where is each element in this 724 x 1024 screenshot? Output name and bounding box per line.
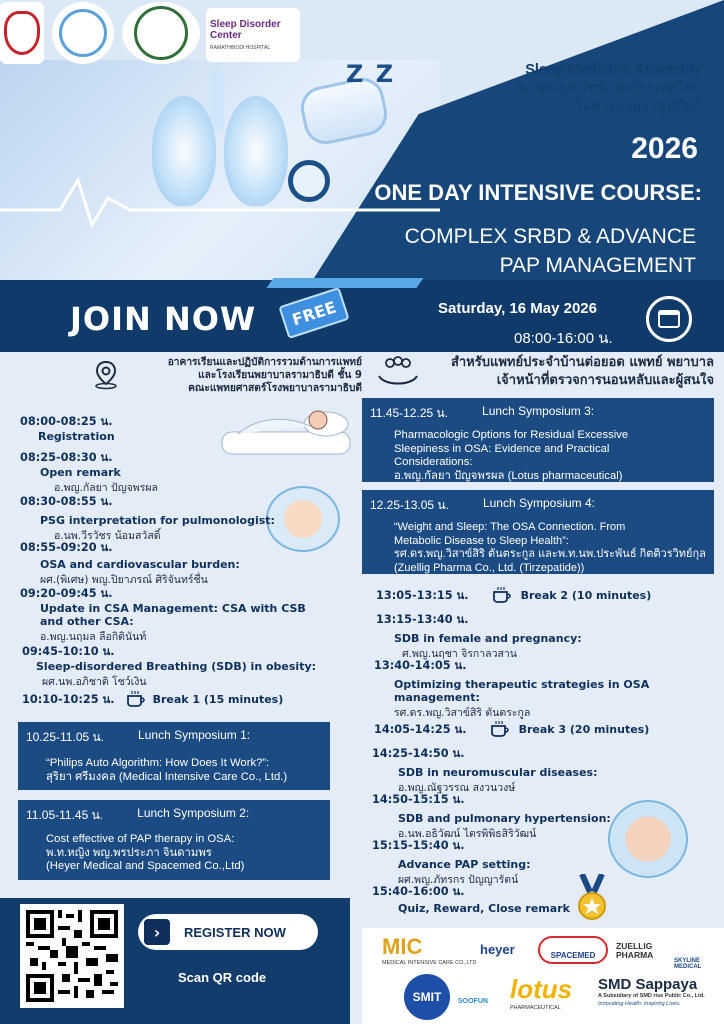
smd-logo-text: SMD Sappaya bbox=[598, 976, 698, 993]
mic-logo bbox=[382, 934, 476, 966]
schedule-time: 14:05-14:25 น. bbox=[374, 723, 467, 736]
coffee-cup-icon bbox=[491, 586, 513, 604]
event-time: 08:00-16:00 น. bbox=[514, 330, 613, 347]
symposium-label: Lunch Symposium 2: bbox=[137, 806, 250, 820]
schedule-title: Break 1 (15 minutes) bbox=[152, 692, 284, 706]
schedule-item bbox=[20, 448, 158, 496]
mic-logo-sub: MEDICAL INTENSIVE CARE CO.,LTD bbox=[382, 960, 477, 966]
schedule-title: SDB and pulmonary hypertension: bbox=[398, 812, 611, 825]
cpap-face-illustration bbox=[266, 486, 340, 552]
symposium-time: 10.25-11.05 น. bbox=[26, 730, 105, 744]
symposium-speaker: อ.พญ.กัลยา ปัญจพรผล (Lotus pharmaceutical) bbox=[394, 469, 623, 482]
qr-code[interactable] bbox=[20, 904, 124, 1008]
schedule-title: Sleep-disordered Breathing (SDB) in obesity: bbox=[36, 660, 317, 673]
schedule-title: Optimizing therapeutic strategies in OSA bbox=[394, 678, 650, 691]
schedule-item bbox=[20, 412, 115, 443]
schedule-speaker: ศ.พญ.นฤชา จิรกาลวสาน bbox=[402, 648, 517, 660]
qr-code-icon bbox=[26, 910, 118, 1002]
sleep-center-logo-sub: RAMATHIBODI HOSPITAL bbox=[210, 45, 271, 51]
calendar-clock-icon bbox=[646, 296, 692, 342]
schedule-time: 10:10-10:25 น. bbox=[22, 693, 115, 706]
spacemed-logo: SPACEMED bbox=[538, 936, 608, 964]
sleep-zzz-icon: Z Z bbox=[346, 60, 396, 88]
schedule-item bbox=[20, 492, 275, 544]
schedule-item bbox=[20, 538, 240, 588]
schedule-title: Registration bbox=[38, 430, 115, 443]
lotus-logo-text: lotus bbox=[510, 974, 573, 1004]
schedule-time: 13:05-13:15 น. bbox=[376, 589, 469, 602]
medal-icon bbox=[574, 874, 610, 922]
mic-logo-text: MIC bbox=[382, 934, 423, 959]
schedule-time: 08:25-08:30 น. bbox=[20, 451, 113, 464]
schedule-speaker: อ.พญ.กัลยา ปัญจพรผล bbox=[54, 482, 158, 494]
stethoscope-icon bbox=[288, 160, 330, 202]
schedule-title-cont: and other CSA: bbox=[40, 615, 134, 628]
schedule-item bbox=[22, 690, 283, 708]
venue-line-2: และโรงเรียนพยาบาลรามาธิบดี ชั้น 9 bbox=[198, 370, 362, 381]
schedule-item bbox=[372, 836, 530, 888]
organizer-th-1: สมาคมอุรเวชช์แห่งประเทศไทย bbox=[513, 79, 702, 95]
schedule-title: Break 2 (10 minutes) bbox=[520, 588, 652, 602]
schedule-title: PSG interpretation for pulmonologist: bbox=[40, 514, 275, 527]
sleep-assembly-logo bbox=[52, 2, 114, 64]
sponsor-logos bbox=[362, 928, 724, 1024]
lotus-logo-sub: PHARMACEUTICAL bbox=[510, 1005, 561, 1011]
symposium-label: Lunch Symposium 1: bbox=[138, 728, 251, 742]
schedule-title: Quiz, Reward, Close remark bbox=[398, 902, 570, 915]
symposium-topic: “Philips Auto Algorithm: How Does It Work?”: bbox=[46, 757, 270, 769]
schedule-item bbox=[376, 586, 651, 604]
register-now-button[interactable] bbox=[138, 914, 318, 950]
schedule-item bbox=[376, 610, 582, 662]
symposium-speaker: พ.ท.หญิง พญ.พรประภา จินดามพร bbox=[46, 846, 212, 859]
schedule-speaker: อ.นพ.อธิวัฒน์ ไตรพิพิธสิริวัฒน์ bbox=[398, 828, 537, 840]
schedule-item bbox=[22, 642, 316, 690]
symposium-topic-cont: Sleepiness in OSA: Evidence and Practical bbox=[394, 442, 610, 455]
schedule-time: 15:40-16:00 น. bbox=[372, 885, 465, 898]
schedule-time: 15:15-15:40 น. bbox=[372, 839, 465, 852]
course-subtitle-2: PAP MANAGEMENT bbox=[499, 254, 696, 277]
schedule-title: Open remark bbox=[40, 466, 121, 479]
scan-qr-label: Scan QR code bbox=[178, 970, 267, 985]
register-now-label: REGISTER NOW bbox=[184, 924, 286, 940]
symposium-topic-cont: Considerations: bbox=[394, 456, 473, 468]
venue-line-3: คณะแพทยศาสตร์โรงพยาบาลรามาธิบดี bbox=[188, 383, 362, 394]
chevron-right-icon: › bbox=[144, 919, 170, 945]
trachea-graphic bbox=[210, 70, 224, 130]
schedule-time: 09:20-09:45 น. bbox=[20, 587, 113, 600]
nasal-mask-illustration bbox=[608, 800, 688, 878]
venue bbox=[92, 356, 362, 395]
audience bbox=[374, 354, 714, 390]
schedule-time: 13:40-14:05 น. bbox=[374, 659, 467, 672]
schedule-time: 08:30-08:55 น. bbox=[20, 495, 113, 508]
schedule-title-cont: management: bbox=[394, 691, 480, 704]
symposium-speaker: สุริยา ศรีมงคล (Medical Intensive Care Co., Ltd.) bbox=[46, 770, 288, 783]
schedule-title: Advance PAP setting: bbox=[398, 858, 531, 871]
header bbox=[0, 0, 724, 352]
schedule-item bbox=[374, 720, 649, 738]
schedule-speaker: ผศ.นพ.อภิชาติ โชว์เงิน bbox=[42, 676, 147, 688]
event-year: 2026 bbox=[631, 132, 698, 165]
soofun-logo: SOOFUN bbox=[458, 998, 488, 1005]
sleep-disorder-center-logo bbox=[206, 8, 300, 62]
schedule-item bbox=[372, 882, 570, 915]
zuellig-logo: ZUELLIG PHARMA bbox=[616, 941, 654, 960]
schedule-time: 08:00-08:25 น. bbox=[20, 415, 113, 428]
symposium-label: Lunch Symposium 3: bbox=[482, 404, 595, 418]
symposium-time: 11.45-12.25 น. bbox=[370, 406, 449, 420]
lunch-symposium-2 bbox=[18, 800, 330, 880]
coffee-cup-icon bbox=[489, 720, 511, 738]
schedule-title: Break 3 (20 minutes) bbox=[518, 722, 650, 736]
coffee-cup-icon bbox=[125, 690, 147, 708]
schedule-item bbox=[372, 744, 597, 796]
smd-logo-tagline: Innovating Health. Inspiring Lives. bbox=[598, 1001, 681, 1007]
schedule-item bbox=[374, 656, 649, 721]
organizer-en: Sleep Medicine Assembly bbox=[525, 62, 702, 78]
schedule-speaker: อ.พญ.ณัฐวรรณ สงวนวงษ์ bbox=[398, 782, 516, 794]
smit-logo: SMIT bbox=[404, 974, 450, 1020]
smd-sappaya-logo bbox=[598, 976, 720, 1007]
course-title: ONE DAY INTENSIVE COURSE: bbox=[374, 180, 702, 205]
schedule-time: 09:45-10:10 น. bbox=[22, 645, 115, 658]
lunch-symposium-1 bbox=[18, 722, 330, 790]
lotus-logo bbox=[510, 974, 572, 1011]
smd-logo-sub: A Subsidiary of SMD rise Public Co., Ltd. bbox=[598, 993, 705, 999]
schedule-item bbox=[20, 584, 306, 645]
organizer-th-2: ในพระบรมราชูปถัมภ์ bbox=[574, 97, 702, 113]
schedule-title: SDB in neuromuscular diseases: bbox=[398, 766, 598, 779]
schedule-time: 14:25-14:50 น. bbox=[372, 747, 465, 760]
symposium-topic: Cost effective of PAP therapy in OSA: bbox=[46, 833, 235, 845]
schedule-time: 14:50-15:15 น. bbox=[372, 793, 465, 806]
symposium-company: (Zuellig Pharma Co., Ltd. (Tirzepatide)) bbox=[394, 561, 585, 574]
organizer bbox=[514, 62, 702, 114]
venue-line-1: อาคารเรียนและปฏิบัติการรวมด้านการแพทย์ bbox=[167, 357, 362, 368]
schedule-speaker: อ.นพ.วีรวัชร น้อมสวัสดิ์ bbox=[54, 530, 161, 542]
course-subtitle bbox=[336, 222, 696, 280]
symposium-topic-cont: Metabolic Disease to Sleep Health”: bbox=[394, 534, 569, 547]
symposium-topic: Pharmacologic Options for Residual Excessive bbox=[394, 429, 629, 441]
course-subtitle-1: COMPLEX SRBD & ADVANCE bbox=[404, 225, 696, 248]
lunch-symposium-4 bbox=[362, 490, 714, 574]
schedule-speaker: อ.พญ.นฤมล ลือกิตินันท์ bbox=[40, 631, 147, 643]
schedule-title: OSA and cardiovascular burden: bbox=[40, 558, 240, 571]
schedule-speaker: รศ.ดร.พญ.วิสาข์สิริ ตันตระกูล bbox=[394, 707, 531, 719]
sleep-center-logo-text: Sleep Disorder Center bbox=[210, 19, 281, 41]
schedule-title: Update in CSA Management: CSA with CSB bbox=[40, 602, 306, 615]
audience-line-2: เจ้าหน้าที่ตรวจการนอนหลับและผู้สนใจ bbox=[496, 373, 714, 388]
symposium-time: 11.05-11.45 น. bbox=[26, 808, 104, 822]
schedule-speaker: ผศ.พญ.ภัทรกร ปัญญารัตน์ bbox=[398, 874, 519, 886]
schedule-item bbox=[372, 790, 611, 842]
schedule-title: SDB in female and pregnancy: bbox=[394, 632, 582, 645]
audience-line-1: สำหรับแพทย์ประจำบ้านต่อยอด แพทย์ พยาบาล bbox=[450, 355, 714, 370]
ramathibodi-logo bbox=[122, 2, 200, 64]
sleeping-person-illustration bbox=[218, 402, 354, 458]
symposium-label: Lunch Symposium 4: bbox=[482, 496, 595, 510]
symposium-time: 12.25-13.05 น. bbox=[370, 498, 449, 512]
symposium-speaker: รศ.ดร.พญ.วิสาข์สิริ ตันตระกูล และพ.ท.นพ.ประพันธ์ กิตติวรวิทย์กุล bbox=[394, 548, 706, 560]
free-tag: FREE bbox=[278, 287, 349, 339]
schedule-speaker: ผศ.(พิเศษ) พญ.ปิยาภรณ์ ศิริจันทร์ชื่น bbox=[40, 574, 208, 586]
schedule-time: 08:55-09:20 น. bbox=[20, 541, 113, 554]
symposium-topic: “Weight and Sleep: The OSA Connection. From bbox=[394, 521, 626, 533]
thoracic-society-logo bbox=[0, 2, 44, 64]
schedule-time: 13:15-13:40 น. bbox=[376, 613, 469, 626]
heyer-logo: heyer bbox=[480, 942, 515, 957]
skyline-logo: SKYLINE MEDICAL bbox=[674, 958, 702, 970]
join-now-heading: JOIN NOW bbox=[70, 300, 257, 338]
lunch-symposium-3 bbox=[362, 398, 714, 482]
event-date: Saturday, 16 May 2026 bbox=[438, 300, 597, 317]
symposium-company: (Heyer Medical and Spacemed Co.,Ltd) bbox=[46, 860, 245, 872]
